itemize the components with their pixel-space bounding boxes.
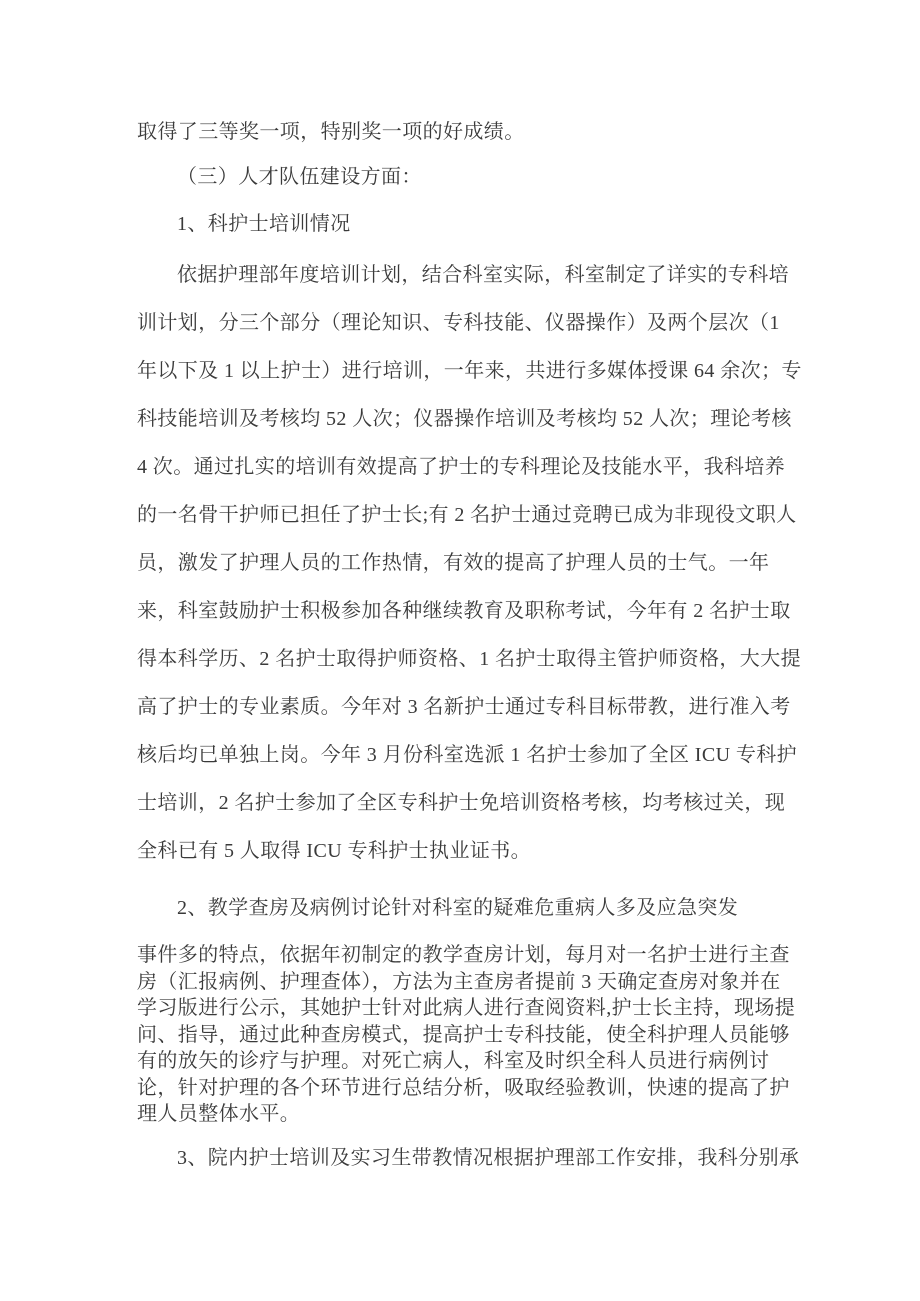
text-line: 得本科学历、2 名护士取得护师资格、1 名护士取得主管护师资格，大大提 bbox=[137, 648, 801, 670]
text-line: 问、指导，通过此种查房模式，提高护士专科技能，使全科护理人员能够 bbox=[137, 1023, 790, 1046]
text-line: 年以下及 1 以上护士）进行培训，一年来，共进行多媒体授课 64 余次；专 bbox=[137, 360, 802, 382]
paragraph-continuation bbox=[137, 108, 827, 156]
text-line: 士培训，2 名护士参加了全区专科护士免培训资格考核，均考核过关，现 bbox=[137, 792, 786, 814]
text-line: 1、科护士培训情况 bbox=[177, 213, 351, 235]
text-line: 全科已有 5 人取得 ICU 专科护士执业证书。 bbox=[137, 840, 532, 862]
text-line: 房（汇报病例、护理查体），方法为主查房者提前 3 天确定查房对象并在 bbox=[137, 970, 781, 993]
text-line: （三）人才队伍建设方面： bbox=[177, 166, 422, 188]
text-line: 科技能培训及考核均 52 人次；仪器操作培训及考核均 52 人次；理论考核 bbox=[137, 408, 792, 430]
text-line: 理人员整体水平。 bbox=[137, 1103, 301, 1125]
text-line: 来，科室鼓励护士积极参加各种继续教育及职称考试，今年有 2 名护士取 bbox=[137, 600, 791, 622]
text-line: 事件多的特点，依据年初制定的教学查房计划，每月对一名护士进行主查 bbox=[137, 944, 790, 966]
text-line: 的一名骨干护师已担任了护士长;有 2 名护士通过竞聘已成为非现役文职人 bbox=[137, 504, 797, 526]
section-heading bbox=[137, 153, 827, 201]
item-1-paragraph bbox=[137, 251, 827, 875]
text-line: 高了护士的专业素质。今年对 3 名新护士通过专科目标带教，进行准入考 bbox=[137, 696, 791, 718]
text-line: 2、教学查房及病例讨论针对科室的疑难危重病人多及应急突发 bbox=[177, 897, 739, 919]
item-2-heading bbox=[137, 884, 827, 932]
item-3-heading bbox=[137, 1134, 827, 1182]
text-line: 3、院内护士培训及实习生带教情况根据护理部工作安排，我科分别承 bbox=[177, 1147, 800, 1169]
item-1-heading bbox=[137, 200, 827, 248]
text-line: 员，激发了护理人员的工作热情，有效的提高了护理人员的士气。一年 bbox=[137, 552, 770, 574]
item-2-paragraph bbox=[137, 942, 827, 1128]
text-line: 4 次。通过扎实的培训有效提高了护士的专科理论及技能水平，我科培养 bbox=[137, 456, 786, 478]
text-line: 核后均已单独上岗。今年 3 月份科室选派 1 名护士参加了全区 ICU 专科护 bbox=[137, 744, 798, 766]
text-line: 依据护理部年度培训计划，结合科室实际，科室制定了详实的专科培 bbox=[177, 264, 789, 286]
text-line: 训计划，分三个部分（理论知识、专科技能、仪器操作）及两个层次（1 bbox=[137, 312, 780, 334]
text-line: 学习版进行公示，其她护士针对此病人进行查阅资料,护士长主持，现场提 bbox=[137, 997, 796, 1019]
text-line: 论，针对护理的各个环节进行总结分析，吸取经验教训，快速的提高了护 bbox=[137, 1076, 790, 1099]
text-line: 取得了三等奖一项，特别奖一项的好成绩。 bbox=[137, 121, 525, 143]
text-line: 有的放矢的诊疗与护理。对死亡病人，科室及时织全科人员进行病例讨 bbox=[137, 1050, 770, 1072]
